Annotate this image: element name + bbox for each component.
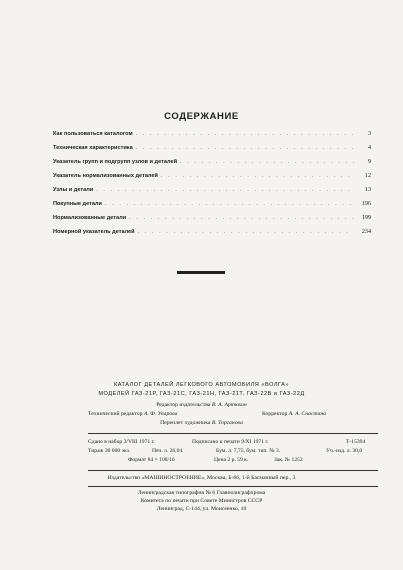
toc-entry <box>53 215 371 225</box>
print-info-cell: Печ. л. 26,04. <box>152 448 184 454</box>
print-info-cell: Бум. л. 7,75, бум. тип. № 3. <box>216 448 281 454</box>
toc-entry-page: 199 <box>361 215 371 221</box>
toc-entry-label: Указатель групп и подгрупп узлов и деталей <box>53 159 178 165</box>
toc-entry-page: 12 <box>364 173 371 179</box>
toc-leader-dots <box>136 145 354 151</box>
cover-artist-name: В. Торганова <box>211 420 243 426</box>
publisher-line: Издательство «МАШИНОСТРОЕНИЕ», Москва, Б-66, 1-й Басманный пер., 3 <box>107 475 296 481</box>
print-info-cell: Сдано в набор 3/VIII 1971 г. <box>88 439 155 445</box>
print-info-cell: Формат 84 × 108/16 <box>128 457 175 463</box>
tech-editor-label: Технический редактор <box>88 411 143 417</box>
toc-leader-dots <box>136 131 354 137</box>
toc-entry-label: Нормализованные детали <box>53 215 127 221</box>
print-info-cell: Подписано к печати 9/XI 1971 г. <box>192 439 269 445</box>
tech-editor-name: А. Ф. Уварова <box>143 411 178 417</box>
toc-entry-label: Номерной указатель деталей <box>53 229 135 235</box>
toc-entry <box>53 159 371 169</box>
toc-entry-page: 13 <box>364 187 371 193</box>
toc-entry-label: Техническая характеристика <box>53 145 133 151</box>
toc-entry-label: Узлы и детали <box>53 187 94 193</box>
catalog-title-line-2: МОДЕЛЕЙ ГАЗ-21Р, ГАЗ-21С, ГАЗ-21Н, ГАЗ-21Т, ГАЗ-22В и ГАЗ-22Д <box>98 391 305 397</box>
imprint-divider <box>88 470 378 471</box>
print-info-cell: Цена 2 р. 59 к. <box>214 457 249 463</box>
toc-entry-page: 3 <box>367 131 371 137</box>
print-info-cell: Уч.-изд. л. 30,0 <box>326 448 363 454</box>
toc-leader-dots <box>105 201 354 207</box>
cover-artist-line <box>0 420 403 426</box>
toc-leader-dots <box>129 215 354 221</box>
toc-leader-dots <box>138 229 354 235</box>
print-info-cell: Тираж 30 000 экз. <box>88 448 131 454</box>
toc-entry-label: Указатель нормализованных деталей <box>53 173 158 179</box>
toc-entry-page: 196 <box>361 201 371 207</box>
print-info-cell: Зак. № 1252 <box>274 457 303 463</box>
toc-entry <box>53 145 371 155</box>
toc-entry <box>53 173 371 183</box>
printer-line-3: Ленинград, С-144, ул. Моисеенко, 10 <box>156 506 247 512</box>
toc-entry-page: 9 <box>367 159 371 165</box>
editor-line <box>0 402 403 408</box>
cover-artist-label: Переплет художника <box>160 420 211 426</box>
imprint-divider <box>88 486 378 487</box>
corrector-label: Корректор <box>262 411 288 417</box>
toc-entry <box>53 229 371 239</box>
toc-entry-label: Как пользоваться каталогом <box>53 131 133 137</box>
imprint-divider <box>88 433 378 434</box>
page-title: СОДЕРЖАНИЕ <box>164 111 239 122</box>
printer-line-2: Комитета по печати при Совете Министров СССР <box>140 498 263 504</box>
toc-entry <box>53 187 371 197</box>
toc-entry-page: 4 <box>367 145 371 151</box>
print-info-cell: Т-15394 <box>346 439 366 445</box>
tech-editor-line <box>88 411 177 417</box>
corrector-line <box>262 411 326 417</box>
printer-line-1: Ленинградская типография № 6 Главполиграфпрома <box>137 490 266 496</box>
editor-name: В. А. Артюхин <box>211 402 247 408</box>
toc-leader-dots <box>96 187 354 193</box>
section-divider <box>177 271 225 274</box>
toc-leader-dots <box>161 173 354 179</box>
corrector-name: А. А. Снастина <box>288 411 327 417</box>
toc-entry <box>53 131 371 141</box>
toc-entry <box>53 201 371 211</box>
editor-label: Редактор издательства <box>156 402 211 408</box>
toc-entry-label: Покупные детали <box>53 201 102 207</box>
catalog-title-line-1: КАТАЛОГ ДЕТАЛЕЙ ЛЕГКОВОГО АВТОМОБИЛЯ «ВОЛГА» <box>114 382 289 388</box>
toc-leader-dots <box>180 159 354 165</box>
toc-entry-page: 234 <box>361 229 371 235</box>
